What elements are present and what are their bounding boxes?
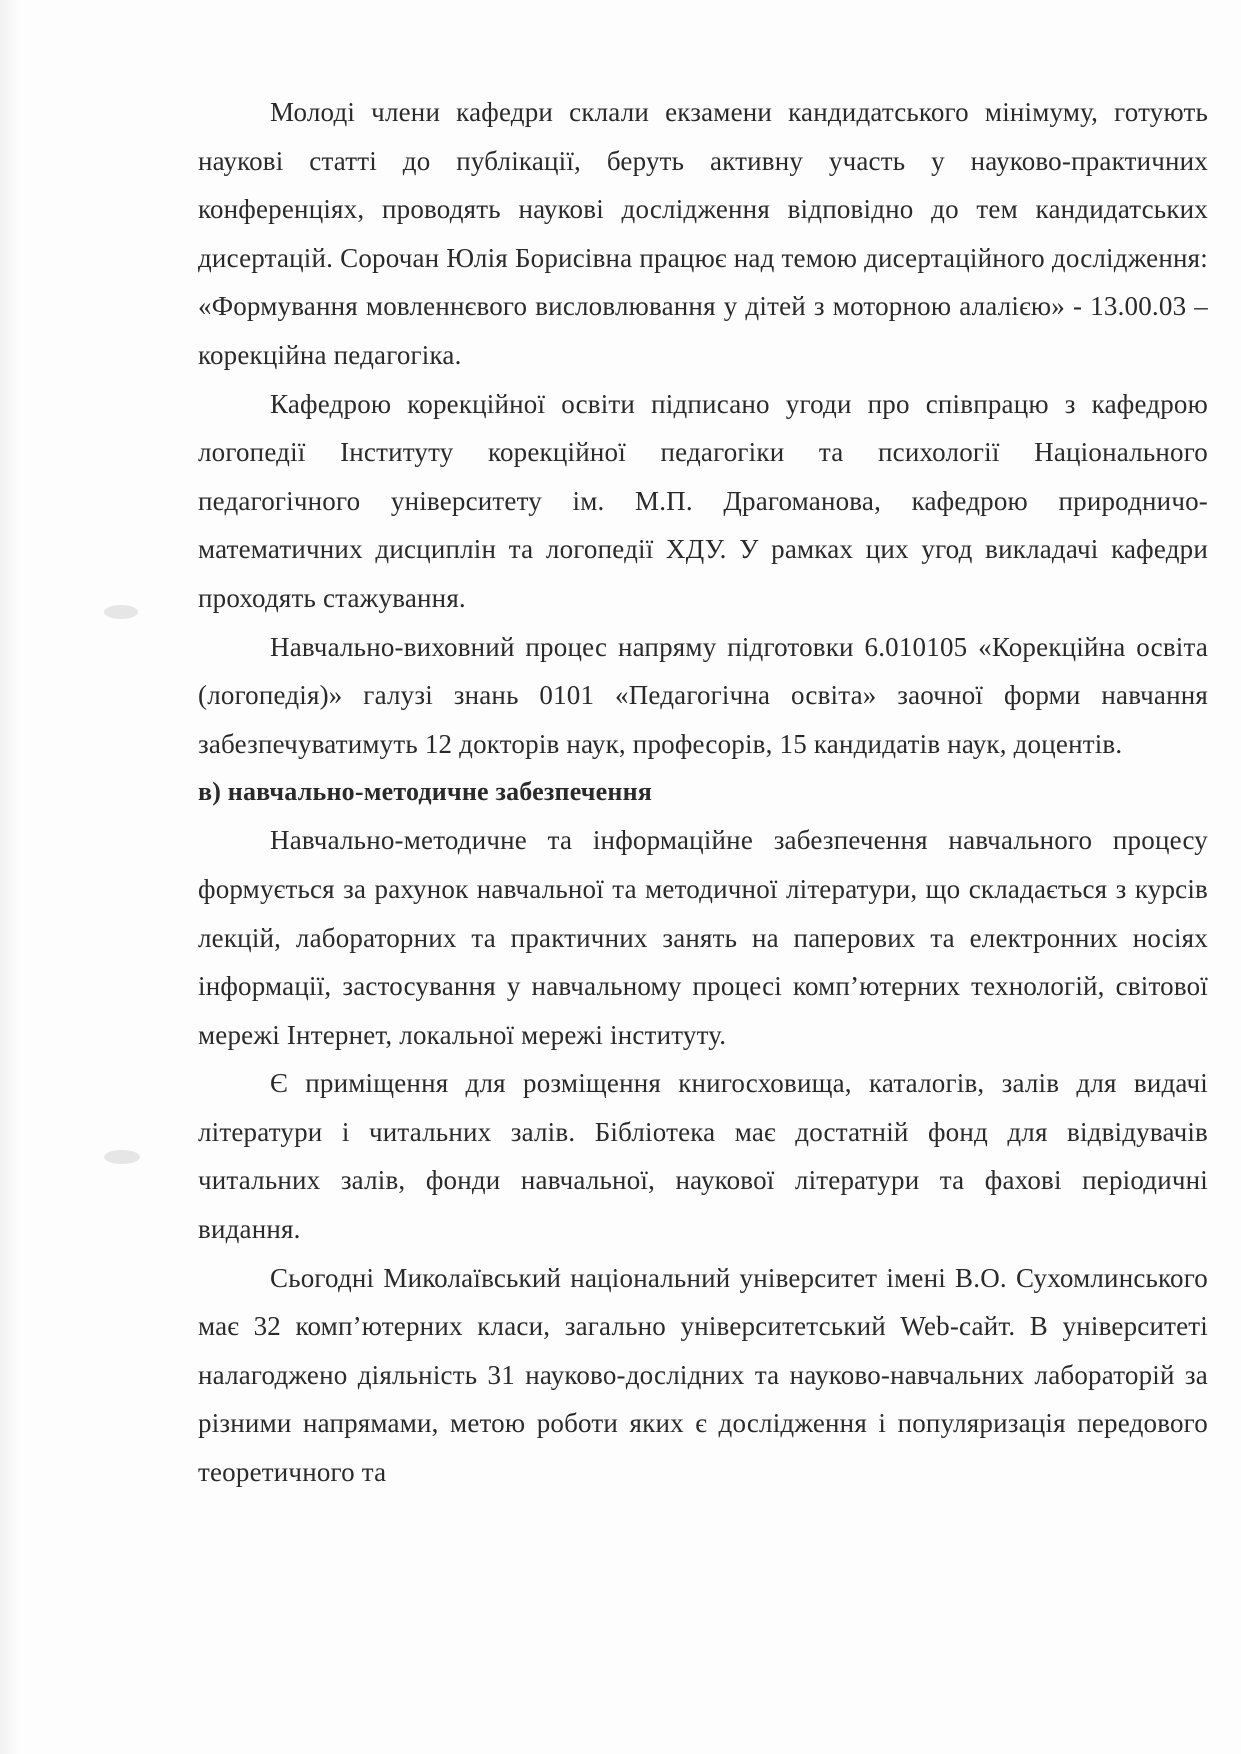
paragraph-university-facilities: Сьогодні Миколаївський національний університет імені В.О. Сухомлинського має 32 комп’ютерних класи, загально університетський Web-сайт. В університеті налагоджено діяльність 31 науково-дослідних та науково-навчальних лабораторій за різними напрямами, метою роботи яких є дослідження і популяризація передового теоретичного та (198, 1262, 1208, 1488)
scan-edge-shadow (0, 0, 18, 1754)
punch-hole-mark-top (104, 605, 138, 619)
paragraph-teaching-staff: Навчально-виховний процес напряму підготовки 6.010105 «Корекційна освіта (логопедія)» галузі знань 0101 «Педагогічна освіта» заочної форми навчання забезпечуватимуть 12 докторів наук, професорів, 15 кандидатів наук, доцентів. (198, 631, 1208, 759)
paragraph-methodological-support: Навчально-методичне та інформаційне забезпечення навчального процесу формується за рахунок навчальної та методичної літератури, що складається з курсів лекцій, лабораторних та практичних занять на паперових та електронних носіях інформації, застосування у навчальному процесі комп’ютерних технологій, світової мережі Інтернет, локальної мережі інституту. (198, 825, 1208, 1050)
punch-hole-mark-bottom (104, 1150, 140, 1164)
paragraph-young-staff: Молоді члени кафедри склали екзамени кандидатського мінімуму, готують наукові статті до публікації, беруть активну участь у науково-практичних конференціях, проводять наукові дослідження відповідно до тем кандидатських дисертацій. Сорочан Юлія Борисівна працює над темою дисертаційного дослідження: «Формування мовленнєвого висловлювання у дітей з моторною алалією» - 13.00.03 – корекційна педагогіка. (198, 97, 1208, 370)
section-heading-methodological-support: в) навчально-методичне забезпечення (198, 777, 653, 807)
paragraph-library: Є приміщення для розміщення книгосховища, каталогів, залів для видачі літератури і читальних залів. Бібліотека має достатній фонд для відвідувачів читальних залів, фонди навчальної, наукової літератури та фахові періодичні видання. (198, 1068, 1208, 1245)
paragraph-cooperation-agreements: Кафедрою корекційної освіти підписано угоди про співпрацю з кафедрою логопедії Інституту корекційної педагогіки та психології Національного педагогічного університету ім. М.П. Драгоманова, кафедрою природничо-математичних дисциплін та логопедії ХДУ. У рамках цих угод викладачі кафедри проходять стажування. (198, 388, 1208, 613)
document-body (198, 88, 1208, 1497)
